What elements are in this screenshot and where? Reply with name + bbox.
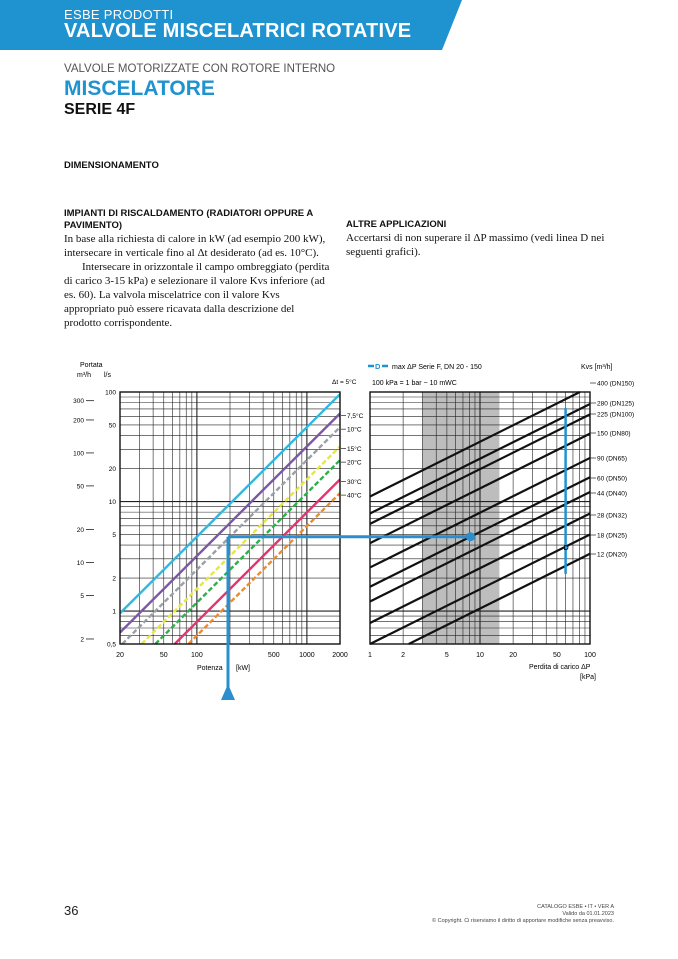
product-name: MISCELATORE bbox=[64, 77, 215, 100]
chart1-y-tick-m3h-6: 5 bbox=[80, 592, 84, 600]
chart2-legend-d bbox=[368, 361, 388, 371]
chart2-legend-d-letter: D bbox=[375, 362, 381, 371]
chart1-y-tick-m3h-2: 100 bbox=[73, 450, 84, 458]
footer-info bbox=[432, 904, 614, 925]
chart2-shade-rect bbox=[422, 392, 499, 644]
footer-catalog: CATALOGO ESBE • IT • VER A bbox=[537, 904, 614, 910]
chart1-y-tick-ls-6: 1 bbox=[112, 608, 116, 616]
chart1-y-tick-m3h-3: 50 bbox=[76, 483, 84, 491]
chart1-y-tick-m3h-5: 10 bbox=[76, 559, 84, 567]
chart2-xlabel: Perdita di carico ΔP bbox=[529, 664, 591, 671]
banner-title: VALVOLE MISCELATRICI ROTATIVE bbox=[64, 20, 412, 42]
chart2-note: 100 kPa = 1 bar ~ 10 mWC bbox=[372, 380, 457, 387]
chart1-yunit-right: l/s bbox=[104, 372, 111, 379]
chart2-kvs-label-8: 18 (DN25) bbox=[597, 532, 627, 540]
product-subtitle: VALVOLE MOTORIZZATE CON ROTORE INTERNO bbox=[64, 63, 336, 75]
product-series: SERIE 4F bbox=[64, 101, 136, 118]
chart1-series-label-6: 40°C bbox=[347, 492, 362, 500]
chart1-y-tick-ls-3: 10 bbox=[108, 499, 116, 507]
chart2-x-tick-0: 1 bbox=[368, 652, 372, 659]
chart2-kvs-labels bbox=[590, 381, 634, 559]
chart1-y-ticks bbox=[73, 390, 116, 649]
chart1-ylabel: Portata bbox=[80, 362, 103, 369]
chart1-series-label-3: 15°C bbox=[347, 445, 362, 453]
chart2-kvs-label-3: 150 (DN80) bbox=[597, 430, 631, 438]
chart2-kvs-label-0: 400 (DN150) bbox=[597, 380, 635, 388]
chart1-x-tick-1: 50 bbox=[159, 652, 168, 659]
chart1-yunit-left: m³/h bbox=[77, 372, 91, 379]
example-arrow-head bbox=[221, 684, 235, 700]
chart2-kvs-header: Kvs [m³/h] bbox=[581, 364, 613, 371]
chart2-xunit: [kPa] bbox=[580, 674, 596, 681]
chart2-kvs-label-4: 90 (DN65) bbox=[597, 455, 627, 463]
chart1-y-tick-ls-0: 100 bbox=[105, 389, 116, 397]
heating-paragraph-1: In base alla richiesta di calore in kW (ad esempio 200 kW), intersecare in verticale fino al Δt desiderato (ad es. 10°C). bbox=[64, 233, 326, 259]
brand-label: ESBE PRODOTTI bbox=[64, 7, 174, 22]
chart1-y-tick-ls-4: 5 bbox=[112, 531, 116, 539]
example-end-dot bbox=[466, 532, 475, 541]
chart2-kvs-label-2: 225 (DN100) bbox=[597, 411, 635, 419]
chart1-y-tick-ls-1: 50 bbox=[108, 422, 116, 430]
chart1-y-tick-ls-2: 20 bbox=[108, 466, 116, 474]
chart1-x-tick-3: 500 bbox=[267, 652, 280, 659]
chart2-kvs-label-9: 12 (DN20) bbox=[597, 551, 627, 559]
chart2-x-tick-4: 20 bbox=[509, 652, 518, 659]
chart2-kvs-label-5: 60 (DN50) bbox=[597, 475, 627, 483]
chart2-legend-text: max ΔP Serie F, DN 20 - 150 bbox=[392, 364, 482, 371]
heating-paragraph-2: Intersecare in orizzontale il campo ombreggiato (perdita di carico 3-15 kPa) e selezionare il valore Kvs inferiore (ad es. 60). La valvola miscelatrice con il valore Kvs appropriato può essere ricavata dalla descrizione del prodotto corrispondente. bbox=[64, 261, 330, 329]
chart2-max-dp-label: D bbox=[563, 545, 569, 552]
footer-copyright: © Copyright. Ci riserviamo il diritto di apportare modifiche senza preavviso. bbox=[432, 918, 614, 924]
chart1-series-label-2: 10°C bbox=[347, 426, 362, 434]
other-heading: ALTRE APPLICAZIONI bbox=[346, 219, 447, 230]
chart1-y-tick-m3h-1: 200 bbox=[73, 417, 84, 425]
chart2-kvs-label-1: 280 (DN125) bbox=[597, 400, 635, 408]
chart1-x-ticks bbox=[116, 652, 348, 659]
chart1-y-tick-m3h-7: 2 bbox=[80, 636, 84, 644]
chart1-grid bbox=[120, 392, 340, 644]
chart1-y-tick-ls-7: 0,5 bbox=[106, 641, 116, 649]
chart2-x-tick-1: 2 bbox=[401, 652, 406, 659]
chart2-x-tick-5: 50 bbox=[552, 652, 561, 659]
chart2-x-tick-2: 5 bbox=[444, 652, 449, 659]
chart2-x-tick-6: 100 bbox=[584, 652, 596, 659]
chart1-series-line-5 bbox=[175, 479, 340, 644]
chart2-x-tick-3: 10 bbox=[476, 652, 484, 659]
chart2-shaded-range bbox=[422, 392, 499, 644]
chart1-y-tick-m3h-0: 300 bbox=[73, 398, 84, 406]
section-title: DIMENSIONAMENTO bbox=[64, 160, 159, 171]
page-number: 36 bbox=[64, 903, 79, 918]
chart1-series-label-4: 20°C bbox=[347, 459, 362, 467]
chart1-xunit: [kW] bbox=[236, 665, 250, 672]
chart1-x-tick-5: 2000 bbox=[332, 652, 348, 659]
chart1-series-label-1: 7,5°C bbox=[347, 412, 364, 420]
other-paragraph: Accertarsi di non superare il ΔP massimo (vedi linea D nei seguenti grafici). bbox=[346, 232, 605, 258]
chart1-series-label-0: Δt = 5°C bbox=[332, 379, 357, 387]
chart1-x-tick-4: 1000 bbox=[299, 652, 315, 659]
chart1-xlabel: Potenza bbox=[197, 665, 223, 672]
chart1-series-label-5: 30°C bbox=[347, 478, 362, 486]
chart1-x-tick-2: 100 bbox=[191, 652, 203, 659]
chart1-y-tick-ls-5: 2 bbox=[112, 575, 116, 583]
footer-valid: Valido da 01.01.2023 bbox=[562, 911, 614, 917]
chart2-x-ticks bbox=[368, 652, 596, 659]
chart1-x-tick-0: 20 bbox=[116, 652, 124, 659]
heating-heading: IMPIANTI DI RISCALDAMENTO (RADIATORI OPPURE A PAVIMENTO) bbox=[64, 208, 313, 231]
chart1-y-tick-m3h-4: 20 bbox=[76, 526, 84, 534]
chart2-kvs-label-6: 44 (DN40) bbox=[597, 490, 627, 498]
chart2-kvs-label-7: 28 (DN32) bbox=[597, 512, 627, 520]
